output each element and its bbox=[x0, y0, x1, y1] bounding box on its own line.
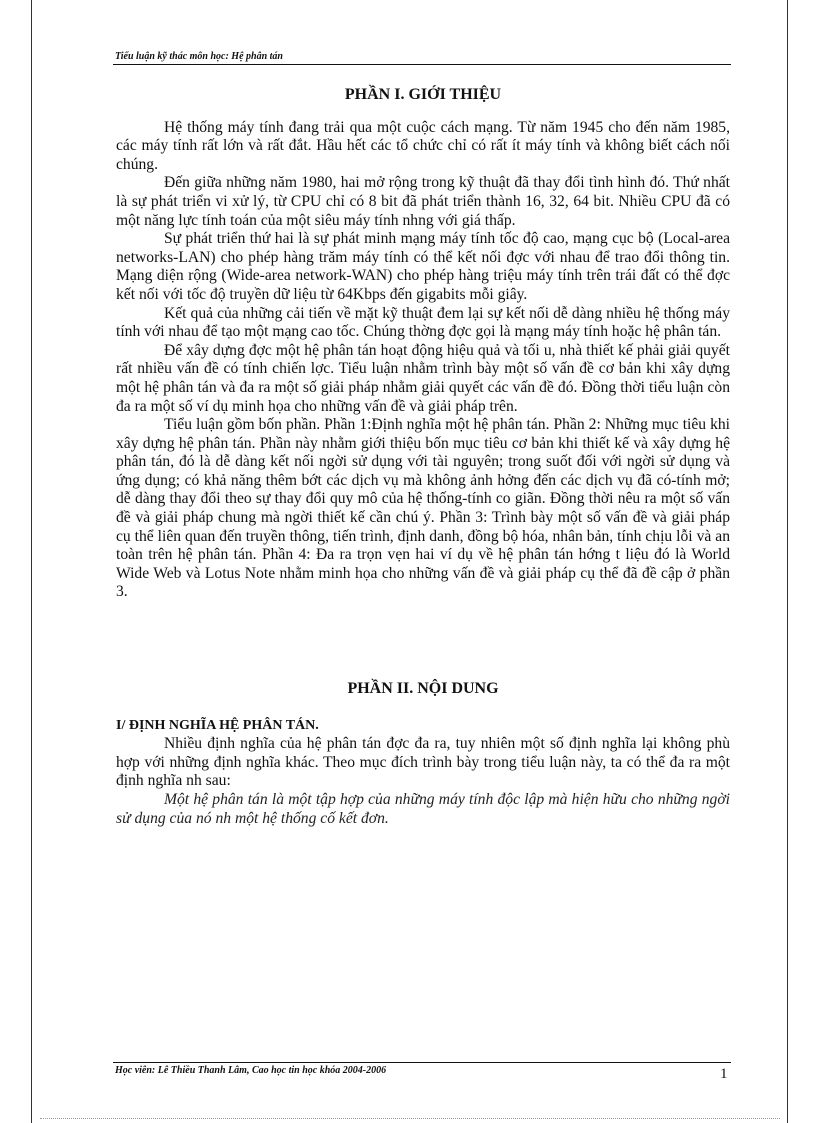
part1-title: PHẦN I. GIỚI THIỆU bbox=[344, 86, 502, 103]
running-footer: Học viên: Lê Thiều Thanh Lâm, Cao học tin học khóa 2004-2006 bbox=[115, 1065, 387, 1076]
header-rule bbox=[113, 64, 731, 65]
definition-intro-paragraph: Nhiều định nghĩa của hệ phân tán đợc đa ra, tuy nhiên một số định nghĩa lại không phù hợp với những định nghĩa khác. Theo mục đích trình bày trong tiểu luận này, ta có thể đa ra một định nghĩa nh sau: bbox=[116, 735, 730, 790]
page-border-bottom bbox=[40, 1118, 780, 1119]
section-heading: I/ ĐỊNH NGHĨA HỆ PHÂN TÁN. bbox=[116, 717, 319, 733]
page-border-right bbox=[787, 0, 788, 1123]
intro-paragraph-2: Đến giữa những năm 1980, hai mở rộng trong kỹ thuật đã thay đổi tình hình đó. Thứ nhất là sự phát triển vi xử lý, từ CPU chỉ có 8 bit đã phát triển thành 16, 32, 64 bit. Nhiều CPU đã có một năng lực tính toán của một siêu máy tính nhng với giá thấp. bbox=[116, 174, 730, 229]
running-header: Tiểu luận kỹ thác môn học: Hệ phân tán bbox=[115, 51, 283, 62]
footer-rule bbox=[113, 1062, 731, 1063]
intro-paragraph-3: Sự phát triển thứ hai là sự phát minh mạng máy tính tốc độ cao, mạng cục bộ (Local-area networks-LAN) cho phép hàng trăm máy tính có thể kết nối đợc với nhau để trao đổi thông tin. Mạng diện rộng (Wide-area network-WAN) cho phép hàng triệu máy tính trên trái đất có thể đợc kết nối với tốc độ truyền dữ liệu từ 64Kbps đến gigabits mỗi giây. bbox=[116, 230, 730, 303]
part2-title: PHẦN II. NỘI DUNG bbox=[347, 680, 499, 698]
intro-paragraph-4: Kết quả của những cải tiến về mặt kỹ thuật đem lại sự kết nối dễ dàng nhiều hệ thống máy tính với nhau để tạo một mạng cao tốc. Chúng thờng đợc gọi là mạng máy tính hoặc hệ phân tán. bbox=[116, 304, 730, 341]
intro-paragraph-6: Tiểu luận gồm bốn phần. Phần 1:Định nghĩa một hệ phân tán. Phần 2: Những mục tiêu khi xây dựng hệ phân tán. Phần này nhằm giới thiệu bốn mục tiêu cơ bản khi thiết kế và xây dựng hệ phân tán, đó là dễ dàng kết nối ngời sử dụng với tài nguyên; trong suốt đối với ngời sử dụng và ứng dụng; có khả năng thêm bớt các dịch vụ mà không ảnh hởng đến các dịch vụ đã có-tính mở; dễ dàng thay đổi theo sự thay đổi quy mô của hệ thống-tính co giãn. Đồng thời nêu ra một số vấn đề và giải pháp chung mà ngời thiết kế cần chú ý. Phần 3: Trình bày một số vấn đề và giải pháp cụ thể liên quan đến truyền thông, tiến trình, định danh, đồng bộ hóa, nhân bản, tính chịu lỗi và an toàn trên hệ phân tán. Phần 4: Đa ra trọn vẹn hai ví dụ về hệ phân tán hớng t liệu đó là World Wide Web và Lotus Note nhằm minh họa cho những vấn đề và giải pháp cụ thể đã đề cập ở phần 3. bbox=[116, 416, 730, 601]
document-body bbox=[116, 82, 730, 828]
definition-quote: Một hệ phân tán là một tập hợp của những máy tính độc lập mà hiện hữu cho những ngời sử dụng của nó nh một hệ thống cố kết đơn. bbox=[116, 791, 730, 827]
intro-paragraph-1: Hệ thống máy tính đang trải qua một cuộc cách mạng. Từ năm 1945 cho đến năm 1985, các máy tính rất lớn và rất đắt. Hầu hết các tổ chức chỉ có rất ít máy tính và không biết cách nối chúng. bbox=[116, 118, 730, 173]
intro-paragraph-5: Để xây dựng đợc một hệ phân tán hoạt động hiệu quả và tối u, nhà thiết kế phải giải quyết rất nhiều vấn đề có tính chiến lợc. Tiểu luận nhằm trình bày một số vấn đề cơ bản khi xây dựng một hệ phân tán và đa ra một số giải pháp nhằm giải quyết các vấn đề đó. Đồng thời tiểu luận còn đa ra một số ví dụ minh họa cho những vấn đề và giải pháp trên. bbox=[116, 341, 730, 415]
page-number: 1 bbox=[720, 1066, 728, 1082]
page-border-left bbox=[31, 0, 32, 1123]
